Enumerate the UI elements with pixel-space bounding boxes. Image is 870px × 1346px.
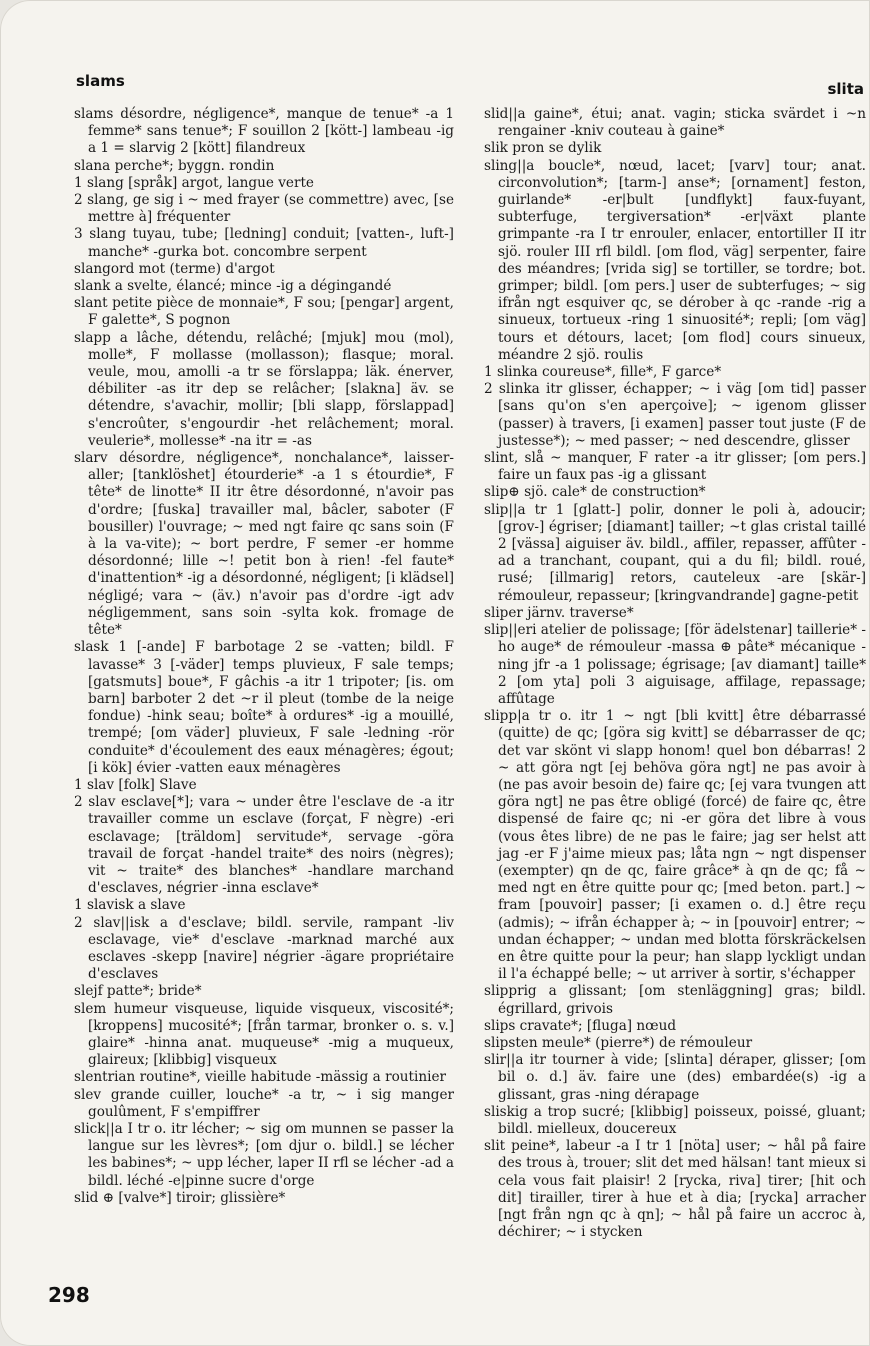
dictionary-entry: slip⊕ sjö. cale* de construction* bbox=[484, 484, 706, 501]
dictionary-entry: slipp|a tr o. itr 1 ~ ngt [bli kvitt] être débarrassé (quitte) de qc; [göra sig kvitt] se débarrasser de qc; det var skönt vi slapp honom! quel bon débarras! 2 ~ att göra ngt [ej behöva göra ngt] ne pas avoir à (ne pas avoir besoin de) faire qc; [ej vara tvungen att göra ngt] ne pas être obligé (forcé) de faire qc, être dispensé de faire qc; ni -er göra det libre à vous (vous êtes libre) de ne pas le faire; jag ser helst att jag -er F j'aime mieux pas; låta ngn ~ ngt dispenser (exempter) qn de qc, faire grâce* à qn de qc; få ~ med ngt en être quitte pour qc; [med beton. part.] ~ fram [pouvoir] passer; [i examen o. d.] être reçu (admis); ~ ifrån échapper à; ~ in [pouvoir] entrer; ~ undan échapper; ~ undan med blotta förskräckelsen en être quitte pour la peur; han slapp lyckligt undan il l'a échappé belle; ~ ut arriver à sortir, s'échapper bbox=[484, 708, 866, 983]
dictionary-entry: 2 slang, ge sig i ~ med frayer (se commettre) avec, [se mettre à] fréquenter bbox=[74, 192, 454, 226]
dictionary-entry: slev grande cuiller, louche* -a tr, ~ i sig manger goulûment, F s'empiffrer bbox=[74, 1086, 454, 1120]
dictionary-entry: slank a svelte, élancé; mince -ig a dégingandé bbox=[74, 278, 392, 295]
dictionary-entry: slir||a itr tourner à vide; [slinta] déraper, glisser; [om bil o. d.] äv. faire une (des) embardée(s) -ig a glissant, gras -ning dérapage bbox=[484, 1052, 866, 1103]
dictionary-entry: slipsten meule* (pierre*) de rémouleur bbox=[484, 1034, 753, 1051]
dictionary-entry: slipprig a glissant; [om stenläggning] gras; bildl. égrillard, grivois bbox=[484, 983, 866, 1017]
dictionary-entry: slips cravate*; [fluga] nœud bbox=[484, 1017, 677, 1034]
dictionary-entry: slint, slå ~ manquer, F rater -a itr glisser; [om pers.] faire un faux pas -ig a glissant bbox=[484, 450, 866, 484]
left-column bbox=[74, 106, 454, 1284]
page-number: 298 bbox=[48, 1283, 90, 1307]
dictionary-entry: slik pron se dylik bbox=[484, 140, 602, 157]
dictionary-entry: slask 1 [-ande] F barbotage 2 se -vatten; bildl. F lavasse* 3 [-väder] temps pluvieux, F sale temps; [gatsmuts] boue*, F gâchis -a itr 1 tripoter; [is. om barn] barboter 2 det ~r il pleut (tombe de la neige fondue) -hink seau; boîte* à ordures* -ig a mouillé, trempé; [om väder] pluvieux, F sale -ledning -rör conduite* d'écoulement des eaux ménagères; égout; [i kök] évier -vatten eaux ménagères bbox=[74, 639, 454, 776]
dictionary-entry: slant petite pièce de monnaie*, F sou; [pengar] argent, F galette*, S pognon bbox=[74, 295, 454, 329]
dictionary-entry: slangord mot (terme) d'argot bbox=[74, 260, 275, 277]
dictionary-entry: slarv désordre, négligence*, nonchalance*, laisser-aller; [tanklöshet] étourderie* -a 1 s étourdie*, F tête* de linotte* II itr être désordonné, n'avoir pas d'ordre; [fuska] travailler mal, bâcler, saboter (F bousiller) l'ouvrage; ~ med ngt faire qc sans soin (F à la va-vite); ~ bort perdre, F semer -er homme désordonné; lille ~! petit bon à rien! -fel faute* d'inattention* -ig a désordonné, négligent; [i klädsel] négligé; vara ~ (äv.) n'avoir pas d'ordre -igt adv négligemment, sans soin -sylta kok. fromage de tête* bbox=[74, 450, 454, 639]
dictionary-entry: slit peine*, labeur -a I tr 1 [nöta] user; ~ hål på faire des trous à, trouer; slit det med hälsan! tant mieux si cela vous fait plaisir! 2 [rycka, riva] tirer; [hit och dit] tirailler, tirer à hue et à dia; [rycka] arracher [ngt från ngn qc à qn]; ~ hål på faire un accroc à, déchirer; ~ i stycken bbox=[484, 1138, 866, 1241]
dictionary-entry: 1 slinka coureuse*, fille*, F garce* bbox=[484, 364, 722, 381]
dictionary-entry: 1 slavisk a slave bbox=[74, 897, 186, 914]
dictionary-entry: 1 slang [språk] argot, langue verte bbox=[74, 174, 314, 191]
dictionary-entry: slid||a gaine*, étui; anat. vagin; sticka svärdet i ~n rengainer -kniv couteau à gaine* bbox=[484, 106, 866, 140]
dictionary-entry: slick||a I tr o. itr lécher; ~ sig om munnen se passer la langue sur les lèvres*; [om djur o. bildl.] se lécher les babines*; ~ upp lécher, laper II rfl se lécher -ad a bildl. léché -e|pinne sucre d'orge bbox=[74, 1120, 454, 1189]
dictionary-entry: slip||a tr 1 [glatt-] polir, donner le poli à, adoucir; [grov-] égriser; [diamant] tailler; ~t glas cristal taillé 2 [vässa] aiguiser äv. bildl., affiler, repasser, affûter -ad a tranchant, coupant, qui a du fil; bildl. roué, rusé; [illmarig] retors, cauteleux -are [skär-] rémouleur, repasseur; [kringvandrande] gagne-petit bbox=[484, 501, 866, 604]
dictionary-entry: slams désordre, négligence*, manque de tenue* -a 1 femme* sans tenue*; F souillon 2 [kött-] lambeau -ig a 1 = slarvig 2 [kött] filandreux bbox=[74, 106, 454, 157]
dictionary-entry: sling||a boucle*, nœud, lacet; [varv] tour; anat. circonvolution*; [tarm-] anse*; [ornament] feston, guirlande* -er|bult [undflykt] faux-fuyant, subterfuge, tergiversation* -er|växt plante grimpante -ra I tr enrouler, enlacer, entortiller II itr sjö. rouler III rfl bildl. [om flod, väg] serpenter, faire des méandres; [vrida sig] se tortiller, se tordre; bot. grimper; bildl. [om pers.] user de subterfuges; ~ sig ifrån ngt esquiver qc, se dérober à qc -rande -rig a sinueux, tortueux -ring 1 sinuosité*; repli; [om väg] tours et détours, lacet; [om flod] cours sinueux, méandre 2 sjö. roulis bbox=[484, 157, 866, 363]
dictionary-entry: slejf patte*; bride* bbox=[74, 983, 202, 1000]
dictionary-entry: sliskig a trop sucré; [klibbig] poisseux, poissé, gluant; bildl. mielleux, doucereux bbox=[484, 1103, 866, 1137]
dictionary-entry: 2 slav esclave[*]; vara ~ under être l'esclave de -a itr travailler comme un esclave (forçat, F nègre) -eri esclavage; [träldom] servitude*, servage -göra travail de forçat -handel traite* des noirs (nègres); vit ~ traite* des blanches* -handlare marchand d'esclaves, négrier -inna esclave* bbox=[74, 794, 454, 897]
dictionary-entry: 3 slang tuyau, tube; [ledning] conduit; [vatten-, luft-] manche* -gurka bot. concombre serpent bbox=[74, 226, 454, 260]
dictionary-entry: slapp a lâche, détendu, relâché; [mjuk] mou (mol), molle*, F mollasse (mollasson); flasque; moral. veule, mou, amolli -a tr se förslappa; läk. énerver, débiliter -as itr dep se relâcher; [slakna] äv. se détendre, s'avachir, mollir; [bli slapp, förslappad] s'encroûter, s'engourdir -het relâchement; moral. veulerie*, mollesse* -na itr = -as bbox=[74, 329, 454, 449]
dictionary-entry: slid ⊕ [valve*] tiroir; glissière* bbox=[74, 1189, 286, 1206]
dictionary-entry: slip||eri atelier de polissage; [för ädelstenar] taillerie* -ho auge* de rémouleur -massa ⊕ pâte* mécanique -ning jfr -a 1 polissage; égrisage; [av diamant] taille* 2 [om yta] poli 3 aiguisage, affilage, repassage; affûtage bbox=[484, 622, 866, 707]
header-guide-word-left: slams bbox=[76, 72, 125, 90]
dictionary-entry: 1 slav [folk] Slave bbox=[74, 776, 197, 793]
dictionary-entry: slana perche*; byggn. rondin bbox=[74, 157, 275, 174]
dictionary-entry: 2 slinka itr glisser, échapper; ~ i väg [om tid] passer [sans qu'on s'en aperçoive]; ~ igenom glisser (passer) à travers, [i examen] passer tout juste (F de justesse*); ~ med passer; ~ ned descendre, glisser bbox=[484, 381, 866, 449]
dictionary-entry: sliper järnv. traverse* bbox=[484, 604, 634, 621]
right-column bbox=[484, 106, 866, 1284]
dictionary-entry: slem humeur visqueuse, liquide visqueux, viscosité*; [kroppens] mucosité*; [från tarmar, bronker o. s. v.] glaire* -hinna anat. muqueuse* -mig a muqueux, glaireux; [klibbig] visqueux bbox=[74, 1000, 454, 1069]
dictionary-entry: 2 slav||isk a d'esclave; bildl. servile, rampant -liv esclavage, vie* d'esclave -marknad marché aux esclaves -skepp [navire] négrier -ägare propriétaire d'esclaves bbox=[74, 914, 454, 983]
dictionary-entry: slentrian routine*, vieille habitude -mässig a routinier bbox=[74, 1069, 447, 1086]
header-guide-word-right: slita bbox=[827, 80, 864, 98]
